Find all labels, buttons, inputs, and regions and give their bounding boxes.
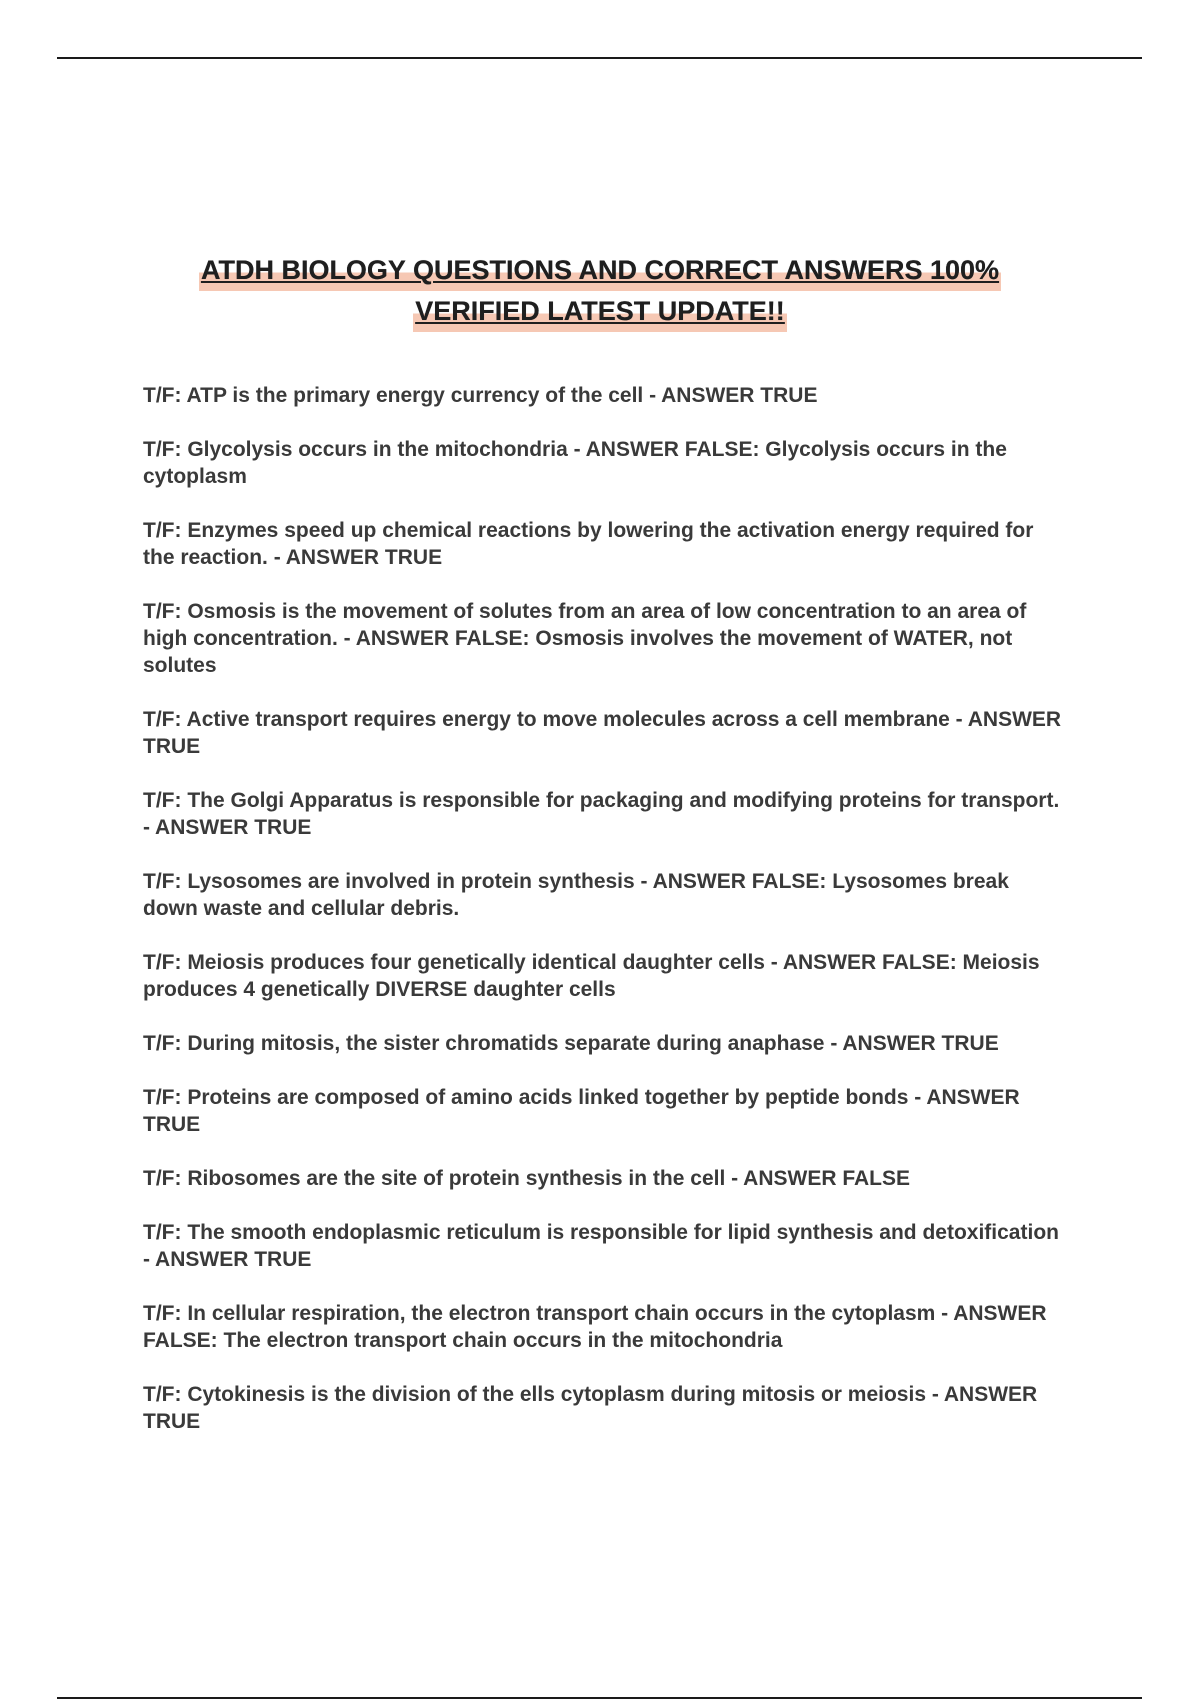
top-rule bbox=[57, 57, 1142, 59]
title-line-1: ATDH BIOLOGY QUESTIONS AND CORRECT ANSWERS 100% bbox=[199, 250, 1001, 291]
question-item-9: T/F: During mitosis, the sister chromatids separate during anaphase - ANSWER TRUE bbox=[143, 1032, 999, 1055]
question-item-3: T/F: Enzymes speed up chemical reactions by lowering the activation energy required for the reaction. - ANSWER TRUE bbox=[143, 519, 1034, 569]
question-item-10: T/F: Proteins are composed of amino acids linked together by peptide bonds - ANSWER TRUE bbox=[143, 1086, 1020, 1136]
question-list bbox=[143, 382, 1063, 1462]
question-item-6: T/F: The Golgi Apparatus is responsible for packaging and modifying proteins for transport. - ANSWER TRUE bbox=[143, 789, 1060, 839]
question-item-8: T/F: Meiosis produces four genetically identical daughter cells - ANSWER FALSE: Meiosis produces 4 genetically DIVERSE daughter cells bbox=[143, 951, 1040, 1001]
question-item-12: T/F: The smooth endoplasmic reticulum is responsible for lipid synthesis and detoxification - ANSWER TRUE bbox=[143, 1221, 1059, 1271]
title-line-2: VERIFIED LATEST UPDATE!! bbox=[413, 291, 787, 332]
question-item-1: T/F: ATP is the primary energy currency of the cell - ANSWER TRUE bbox=[143, 384, 818, 407]
question-item-4: T/F: Osmosis is the movement of solutes from an area of low concentration to an area of high concentration. - ANSWER FALSE: Osmosis involves the movement of WATER, not solutes bbox=[143, 600, 1027, 677]
question-item-11: T/F: Ribosomes are the site of protein synthesis in the cell - ANSWER FALSE bbox=[143, 1167, 911, 1190]
bottom-rule bbox=[57, 1697, 1142, 1699]
question-item-2: T/F: Glycolysis occurs in the mitochondria - ANSWER FALSE: Glycolysis occurs in the cytoplasm bbox=[143, 438, 1007, 488]
question-item-7: T/F: Lysosomes are involved in protein synthesis - ANSWER FALSE: Lysosomes break down waste and cellular debris. bbox=[143, 870, 1009, 920]
question-item-14: T/F: Cytokinesis is the division of the ells cytoplasm during mitosis or meiosis - ANSWER TRUE bbox=[143, 1383, 1038, 1433]
question-item-13: T/F: In cellular respiration, the electron transport chain occurs in the cytoplasm - ANSWER FALSE: The electron transport chain occurs in the mitochondria bbox=[143, 1302, 1047, 1352]
question-item-5: T/F: Active transport requires energy to move molecules across a cell membrane - ANSWER TRUE bbox=[143, 708, 1062, 758]
document-title bbox=[0, 250, 1200, 332]
